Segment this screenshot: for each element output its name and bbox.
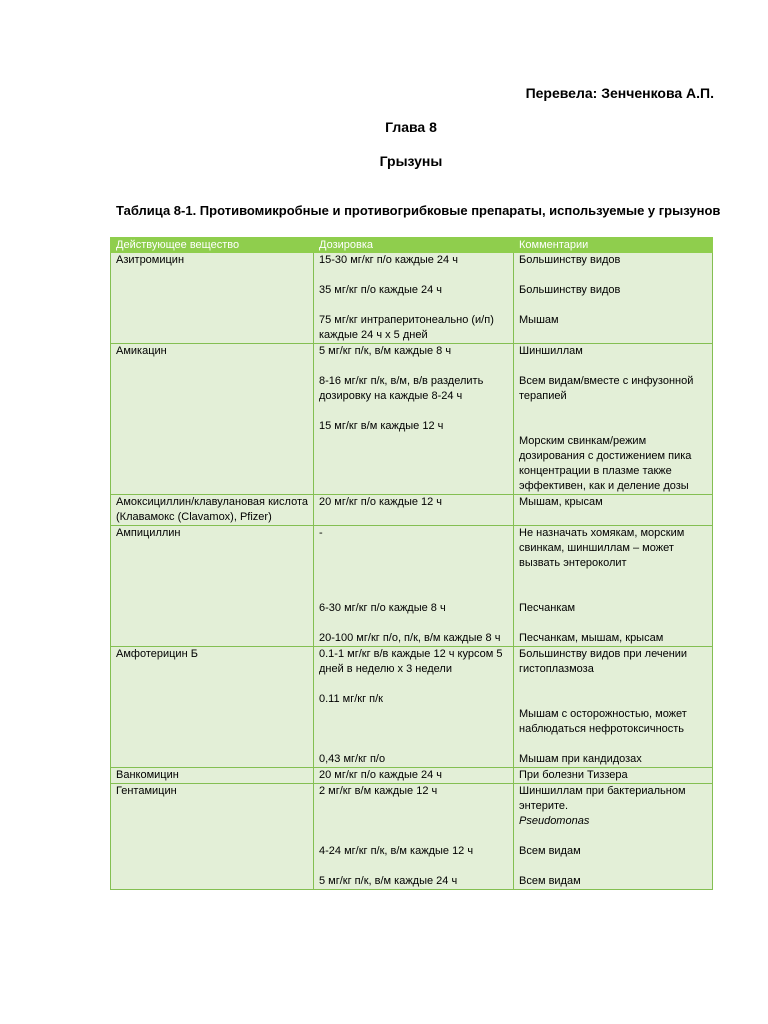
drug-name-cell: Амфотерицин Б <box>111 647 314 768</box>
comment-cell <box>514 253 713 344</box>
chapter-subject: Грызуны <box>379 153 443 169</box>
blank-line <box>519 586 707 601</box>
drug-name-cell: Ампициллин <box>111 526 314 647</box>
dosage-line: 0,43 мг/кг п/о <box>319 753 386 765</box>
blank-line <box>319 541 508 556</box>
blank-line <box>319 799 508 814</box>
comment-line: Всем видам <box>519 845 581 857</box>
translator-credit: Перевела: Зенченкова А.П. <box>525 85 714 101</box>
drug-table <box>110 237 713 890</box>
dosage-line: 6-30 мг/кг п/о каждые 8 ч <box>319 602 446 614</box>
chapter-heading: Глава 8 <box>385 119 437 135</box>
dosage-line: 4-24 мг/кг п/к, в/м каждые 12 ч <box>319 845 474 857</box>
dosage-cell <box>314 647 514 768</box>
blank-line <box>519 829 707 844</box>
comment-line: Всем видам <box>519 875 581 887</box>
dosage-line: 75 мг/кг интраперитонеально (и/п) каждые 24 ч х 5 дней <box>319 314 497 341</box>
comment-line: Мышам с осторожностью, может наблюдаться нефротоксичность <box>519 708 690 735</box>
blank-line <box>519 737 707 752</box>
comment-cell <box>514 647 713 768</box>
blank-line <box>319 586 508 601</box>
blank-line <box>319 859 508 874</box>
dosage-cell <box>314 768 514 784</box>
comment-line: Всем видам/вместе с инфузонной терапией <box>519 375 697 402</box>
blank-line <box>519 692 707 707</box>
drug-name-cell: Амикацин <box>111 344 314 495</box>
blank-line <box>519 298 707 313</box>
comment-cell <box>514 768 713 784</box>
dosage-line: - <box>319 527 323 539</box>
blank-line <box>319 268 508 283</box>
comment-line: Морским свинкам/режим дозирования с достижением пика концентрации в плазме также эффективен, как и деление дозы <box>519 435 695 492</box>
dosage-cell <box>314 253 514 344</box>
dosage-line: 20 мг/кг п/о каждые 12 ч <box>319 496 443 508</box>
dosage-cell <box>314 784 514 890</box>
comment-cell <box>514 784 713 890</box>
blank-line <box>319 404 508 419</box>
blank-line <box>319 616 508 631</box>
dosage-line: 0.11 мг/кг п/к <box>319 693 383 705</box>
table-header-row <box>111 238 713 253</box>
drug-name-cell: Ванкомицин <box>111 768 314 784</box>
blank-line <box>319 707 508 722</box>
blank-line <box>519 268 707 283</box>
comment-cell <box>514 526 713 647</box>
blank-line <box>319 737 508 752</box>
blank-line <box>519 571 707 586</box>
blank-line <box>519 859 707 874</box>
comment-line: Мышам, крысам <box>519 496 603 508</box>
table-body <box>111 253 713 890</box>
comment-line: Большинству видов при лечении гистоплазмоза <box>519 648 691 675</box>
drug-name-cell: Гентамицин <box>111 784 314 890</box>
drug-name-cell: Азитромицин <box>111 253 314 344</box>
dosage-cell <box>314 526 514 647</box>
blank-line <box>319 298 508 313</box>
header-comment: Комментарии <box>514 238 713 253</box>
dosage-line: 20 мг/кг п/о каждые 24 ч <box>319 769 443 781</box>
blank-line <box>319 722 508 737</box>
blank-line <box>319 677 508 692</box>
dosage-cell <box>314 344 514 495</box>
dosage-line: 15-30 мг/кг п/о каждые 24 ч <box>319 254 458 266</box>
table-row <box>111 768 713 784</box>
dosage-line: 35 мг/кг п/о каждые 24 ч <box>319 284 443 296</box>
comment-line: Не назначать хомякам, морским свинкам, шиншиллам – может вызвать энтероколит <box>519 527 688 569</box>
comment-line: Песчанкам, мышам, крысам <box>519 632 664 644</box>
table-caption: Таблица 8-1. Противомикробные и противогрибковые препараты, используемые у грызунов <box>116 203 721 218</box>
table-row <box>111 253 713 344</box>
blank-line <box>519 616 707 631</box>
table-row <box>111 495 713 526</box>
blank-line <box>519 404 707 419</box>
table-row <box>111 526 713 647</box>
blank-line <box>319 556 508 571</box>
comment-line: Большинству видов <box>519 254 621 266</box>
comment-line: Мышам при кандидозах <box>519 753 642 765</box>
comment-line: Pseudomonas <box>519 815 590 827</box>
comment-line: Шиншиллам <box>519 345 583 357</box>
dosage-line: 5 мг/кг п/к, в/м каждые 24 ч <box>319 875 458 887</box>
table-row <box>111 784 713 890</box>
comment-cell <box>514 344 713 495</box>
dosage-line: 15 мг/кг в/м каждые 12 ч <box>319 420 444 432</box>
dosage-line: 20-100 мг/кг п/о, п/к, в/м каждые 8 ч <box>319 632 501 644</box>
comment-cell <box>514 495 713 526</box>
dosage-line: 0.1-1 мг/кг в/в каждые 12 ч курсом 5 дней в неделю х 3 недели <box>319 648 506 675</box>
table-row <box>111 344 713 495</box>
blank-line <box>519 419 707 434</box>
blank-line <box>319 359 508 374</box>
blank-line <box>519 677 707 692</box>
blank-line <box>319 829 508 844</box>
dosage-line: 8-16 мг/кг п/к, в/м, в/в разделить дозировку на каждые 8-24 ч <box>319 375 487 402</box>
comment-line: Большинству видов <box>519 284 621 296</box>
comment-line: Мышам <box>519 314 559 326</box>
dosage-line: 5 мг/кг п/к, в/м каждые 8 ч <box>319 345 452 357</box>
comment-line: Шиншиллам при бактериальном энтерите. <box>519 785 689 812</box>
table-row <box>111 647 713 768</box>
header-dose: Дозировка <box>314 238 514 253</box>
dosage-line: 2 мг/кг в/м каждые 12 ч <box>319 785 438 797</box>
comment-line: При болезни Тиззера <box>519 769 628 781</box>
blank-line <box>519 359 707 374</box>
header-drug: Действующее вещество <box>111 238 314 253</box>
dosage-cell <box>314 495 514 526</box>
comment-line: Песчанкам <box>519 602 576 614</box>
blank-line <box>319 571 508 586</box>
drug-name-cell: Амоксициллин/клавулановая кислота (Клавамокс (Clavamox), Pfizer) <box>111 495 314 526</box>
blank-line <box>319 814 508 829</box>
